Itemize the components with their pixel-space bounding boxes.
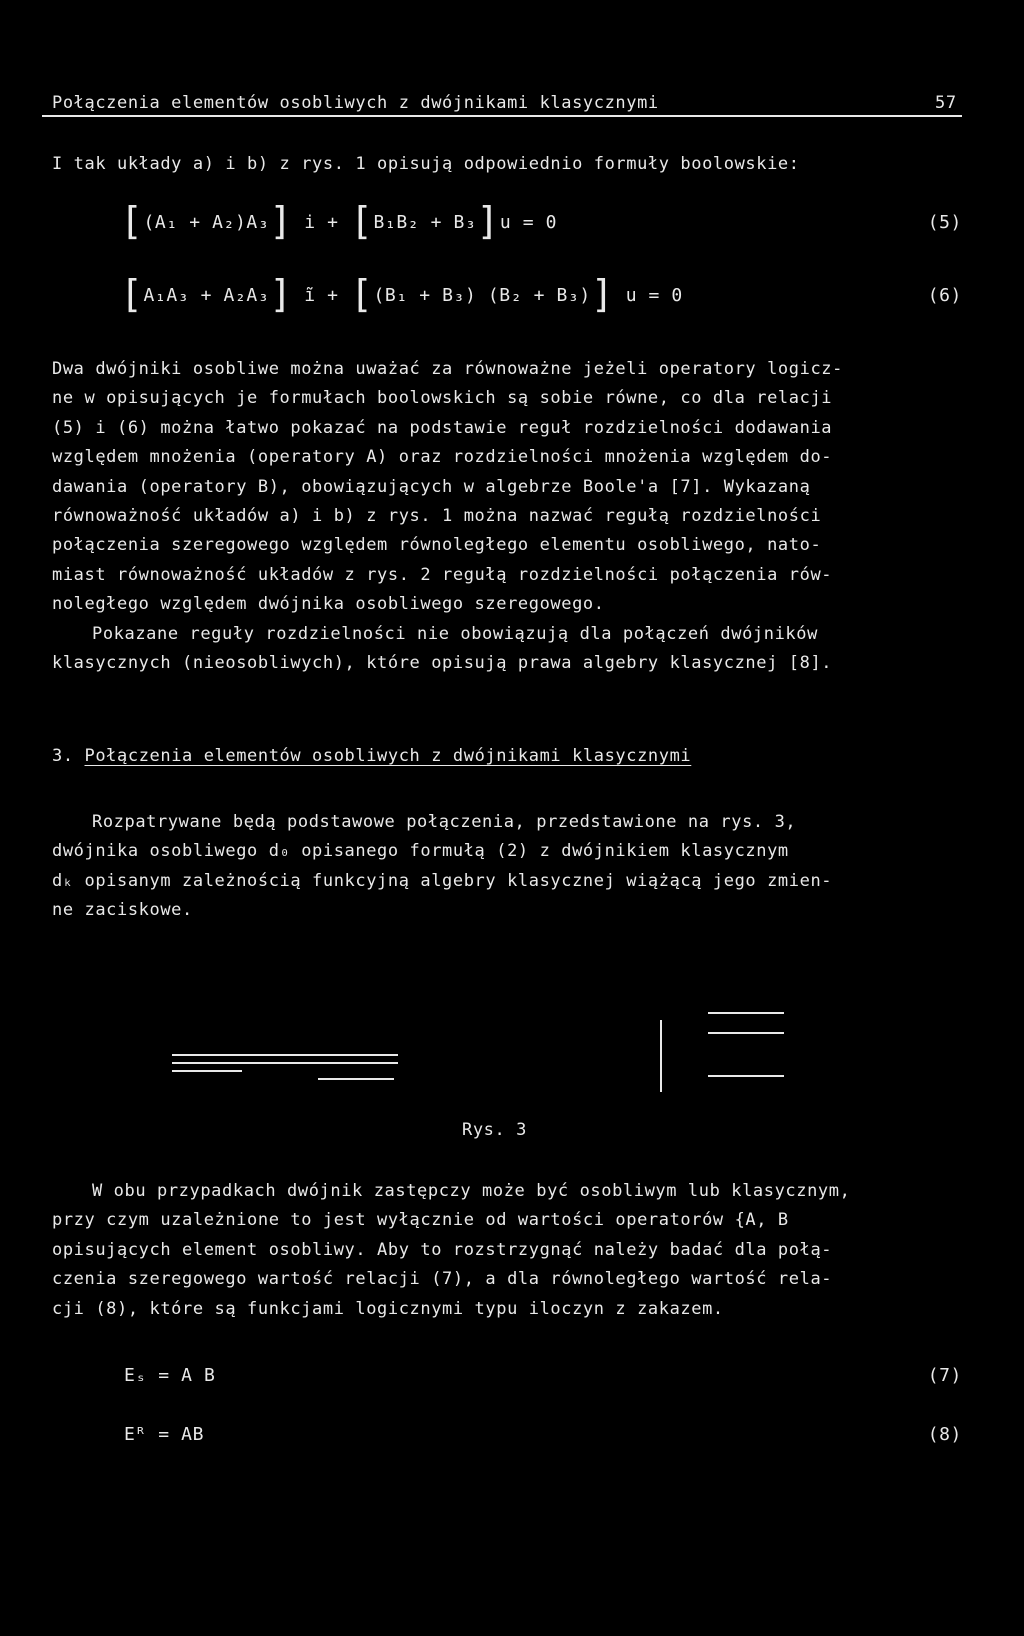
text-line: dawania (operatory B), obowiązujących w algebrze Boole'a [7]. Wykazaną [52,476,811,497]
parallel-wire [708,1012,784,1014]
equation-6-number: (6) [927,285,962,306]
text-line: równoważność układów a) i b) z rys. 1 można nazwać regułą rozdzielności [52,506,822,527]
equation-8: Eᴿ = AB [124,1424,205,1445]
eq5-tail: u = 0 [499,212,558,233]
paragraph-equivalent [52,1177,967,1324]
equation-5 [120,199,558,243]
text-line: względem mnożenia (operatory A) oraz rozdzielności mnożenia względem do- [52,447,833,468]
equation-7: Eₛ = A B [124,1365,216,1386]
series-wire [318,1078,394,1080]
text-line: cji (8), które są funkcjami logicznymi typu iloczyn z zakazem. [52,1298,724,1319]
header-rule [42,115,962,117]
paragraph-connections [52,808,967,926]
parallel-terminal [660,1020,662,1092]
text-line: Pokazane reguły rozdzielności nie obowiązują dla połączeń dwójników [92,623,818,644]
bracket-close: ] [590,272,615,316]
eq6-mid: ĩ + [304,285,339,306]
series-wire [172,1062,398,1064]
figure-caption: Rys. 3 [462,1120,528,1140]
equation-7-number: (7) [927,1365,962,1386]
equation-8-number: (8) [927,1424,962,1445]
text-line: (5) i (6) można łatwo pokazać na podstawie reguł rozdzielności dodawania [52,417,833,438]
equation-5-number: (5) [927,212,962,233]
bracket-open: [ [349,199,374,243]
paragraph-equivalence [52,355,967,678]
text-line: Dwa dwójniki osobliwe można uważać za równoważne jeżeli operatory logicz- [52,359,843,379]
text-line: opisujących element osobliwy. Aby to rozstrzygnąć należy badać dla połą- [52,1239,833,1260]
bracket-open: [ [349,272,374,316]
text-line: połączenia szeregowego względem równoległego elementu osobliwego, nato- [52,535,822,556]
intro-line: I tak układy a) i b) z rys. 1 opisują odpowiednio formuły boolowskie: [52,154,800,174]
text-line: noległego względem dwójnika osobliwego szeregowego. [52,594,605,615]
text-line: dₖ opisanym zależnością funkcyjną algebry klasycznej wiążącą jego zmien- [52,870,833,891]
text-line: ne zaciskowe. [52,900,193,921]
bracket-open: [ [120,272,144,316]
section-title: Połączenia elementów osobliwych z dwójnikami klasycznymi [84,746,692,766]
eq5-lhs: (A₁ + A₂)A₃ [143,212,270,233]
parallel-wire [708,1032,784,1034]
eq6-tail: u = 0 [625,285,683,306]
bracket-close: ] [476,199,500,243]
text-line: dwójnika osobliwego d₀ opisanego formułą (2) z dwójnikiem klasycznym [52,841,789,862]
page-number: 57 [935,93,957,113]
bracket-close: ] [269,199,293,243]
text-line: czenia szeregowego wartość relacji (7), a dla równoległego wartość rela- [52,1269,833,1290]
eq5-mid: i + [304,212,339,233]
eq6-rhs: (B₁ + B₃) (B₂ + B₃) [373,285,591,306]
text-line: W obu przypadkach dwójnik zastępczy może być osobliwym lub klasycznym, [92,1181,851,1201]
series-wire [172,1054,398,1056]
text-line: ne w opisujących je formułach boolowskich są sobie równe, co dla relacji [52,388,833,409]
text-line: miast równoważność układów z rys. 2 regułą rozdzielności połączenia rów- [52,564,833,585]
section-heading [52,746,691,766]
eq6-lhs: A₁A₃ + A₂A₃ [143,285,270,306]
bracket-open: [ [120,199,144,243]
running-header-title: Połączenia elementów osobliwych z dwójnikami klasycznymi [52,93,659,113]
series-wire [172,1070,242,1072]
eq5-rhs: B₁B₂ + B₃ [373,212,477,233]
equation-6 [120,272,683,316]
bracket-close: ] [269,272,293,316]
parallel-wire [708,1075,784,1077]
text-line: przy czym uzależnione to jest wyłącznie od wartości operatorów {A, B [52,1210,789,1231]
section-number: 3. [52,746,74,766]
text-line: Rozpatrywane będą podstawowe połączenia, przedstawione na rys. 3, [92,812,797,832]
text-line: klasycznych (nieosobliwych), które opisują prawa algebry klasycznej [8]. [52,653,833,674]
